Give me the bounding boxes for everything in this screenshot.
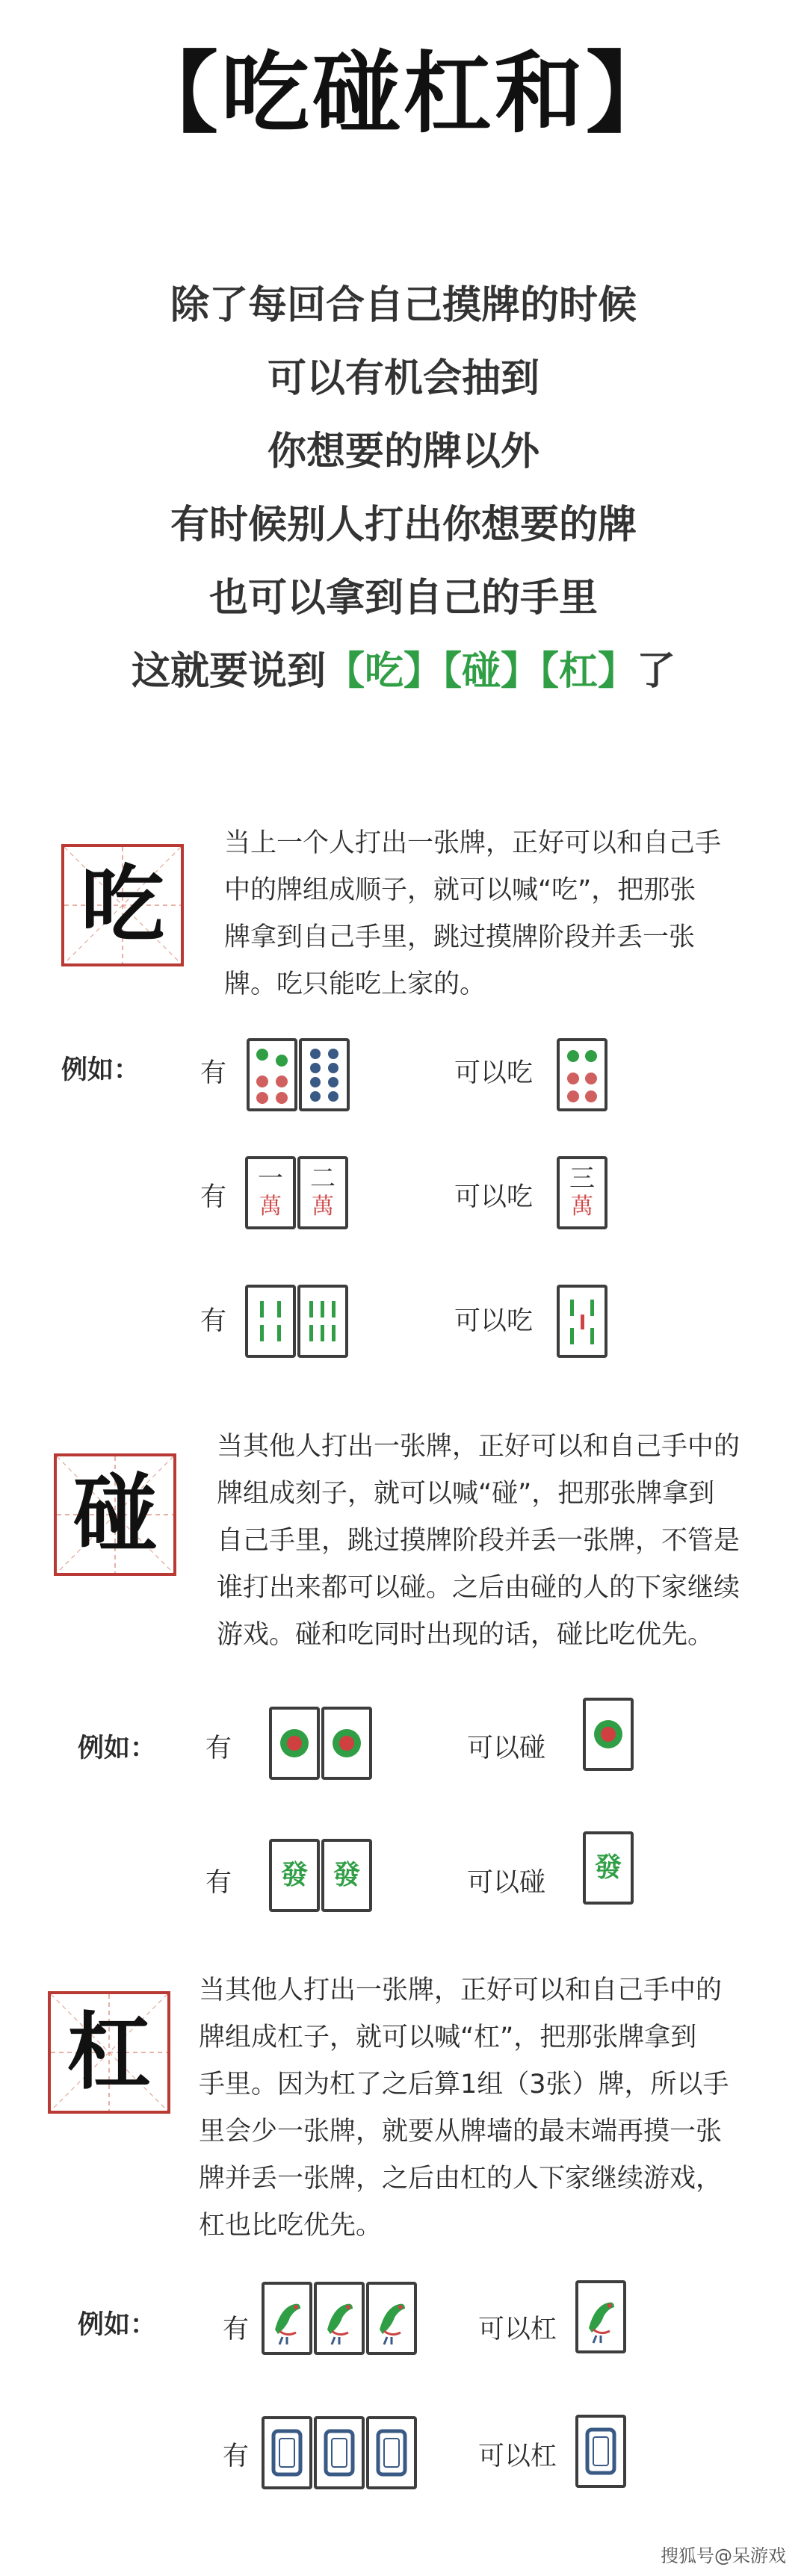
bamboo-icon xyxy=(248,1288,293,1355)
intro-line: 可以有机会抽到 xyxy=(267,356,539,401)
intro-line: 有时候别人打出你想要的牌 xyxy=(170,503,637,547)
peng-line: 当其他人打出一张牌，正好可以和自己手中的 xyxy=(217,1432,740,1462)
wan-char: 萬 xyxy=(259,1194,282,1220)
can-chi-label: 可以吃 xyxy=(454,1058,534,1088)
can-gang-label: 可以杠 xyxy=(478,2315,557,2344)
fa-char: 發 xyxy=(280,1860,308,1890)
gang-example-label: 例如： xyxy=(78,2310,157,2340)
peng-example-label: 例如： xyxy=(78,1734,157,1763)
can-gang-label: 可以杠 xyxy=(478,2442,557,2471)
can-chi-label: 可以吃 xyxy=(454,1306,534,1336)
dots-icon xyxy=(302,1041,347,1108)
tile-white-dragon xyxy=(262,2416,312,2489)
watermark: 搜狐号@呆游戏 xyxy=(661,2545,786,2566)
tile-1-dot xyxy=(583,1698,634,1771)
intro-text: 了 xyxy=(637,649,676,694)
tile-8-dot xyxy=(299,1038,350,1111)
tile-number: 三 xyxy=(569,1164,595,1194)
gang-line: 手里。因为杠了之后算1组（3张）牌，所以手 xyxy=(199,2070,729,2099)
chi-line: 当上一个人打出一张牌，正好可以和自己手 xyxy=(224,828,722,858)
bird-icon xyxy=(578,2283,623,2350)
peng-stamp xyxy=(54,1453,176,1576)
tile-1-bamboo-bird xyxy=(575,2280,626,2353)
chi-description xyxy=(224,820,777,1008)
tile-white-dragon xyxy=(366,2416,417,2489)
tile-white-dragon xyxy=(314,2416,365,2489)
gang-char: 杠 xyxy=(67,2003,151,2101)
tile-white-dragon xyxy=(575,2415,626,2488)
have-label: 有 xyxy=(205,1868,232,1898)
dot-icon xyxy=(586,1701,631,1768)
tile-1-dot xyxy=(269,1707,320,1780)
gang-line: 牌组成杠子，就可以喊“杠”，把那张牌拿到 xyxy=(199,2023,697,2052)
have-label: 有 xyxy=(200,1058,227,1088)
tile-5-bamboo xyxy=(557,1285,607,1358)
tile-1-dot xyxy=(321,1707,372,1780)
tile-6-dot xyxy=(557,1038,607,1111)
page-title: 【吃碰杠和】 xyxy=(129,42,677,145)
chi-line: 中的牌组成顺子，就可以喊“吃”，把那张 xyxy=(224,875,696,905)
have-label: 有 xyxy=(200,1182,227,1212)
keyword-peng: 【碰】 xyxy=(442,649,539,694)
tile-3-wan xyxy=(557,1156,607,1229)
frame-icon xyxy=(369,2419,414,2486)
keyword-chi: 【吃】 xyxy=(325,649,442,694)
bird-icon xyxy=(317,2285,362,2352)
bird-icon xyxy=(265,2285,309,2352)
can-peng-label: 可以碰 xyxy=(467,1734,546,1763)
dots-icon xyxy=(560,1041,605,1108)
frame-icon xyxy=(265,2419,309,2486)
gang-line: 当其他人打出一张牌，正好可以和自己手中的 xyxy=(199,1976,723,2005)
gang-line: 牌并丢一张牌，之后由杠的人下家继续游戏， xyxy=(199,2164,723,2194)
can-peng-label: 可以碰 xyxy=(467,1868,546,1898)
bamboo-icon xyxy=(560,1288,605,1355)
bird-icon xyxy=(369,2285,414,2352)
chi-line: 牌。吃只能吃上家的。 xyxy=(224,969,486,999)
intro-line: 也可以拿到自己的手里 xyxy=(208,576,598,621)
tile-number: 二 xyxy=(310,1164,336,1194)
fa-char: 發 xyxy=(333,1860,360,1890)
tile-green-dragon xyxy=(321,1839,372,1912)
gang-stamp xyxy=(48,1991,170,2114)
peng-char: 碰 xyxy=(73,1465,157,1563)
tile-1-wan xyxy=(245,1156,296,1229)
intro-line: 除了每回合自己摸牌的时候 xyxy=(170,283,637,328)
tile-1-bamboo-bird xyxy=(314,2282,365,2355)
gang-line: 里会少一张牌，就要从牌墙的最末端再摸一张 xyxy=(199,2117,723,2147)
bamboo-icon xyxy=(300,1288,345,1355)
wan-char: 萬 xyxy=(571,1194,593,1220)
tile-2-wan xyxy=(297,1156,348,1229)
keyword-gang: 【杠】 xyxy=(539,649,637,694)
have-label: 有 xyxy=(223,2442,250,2471)
intro-text: 这就要说到 xyxy=(131,649,326,694)
frame-icon xyxy=(578,2418,623,2485)
tile-4-dot xyxy=(247,1038,297,1111)
peng-line: 谁打出来都可以碰。之后由碰的人的下家继续 xyxy=(217,1573,740,1603)
tile-4-bamboo xyxy=(245,1285,296,1358)
have-label: 有 xyxy=(205,1734,232,1763)
gang-line: 杠也比吃优先。 xyxy=(199,2211,383,2241)
tile-1-bamboo-bird xyxy=(366,2282,417,2355)
chi-line: 牌拿到自己手里，跳过摸牌阶段并丢一张 xyxy=(224,922,696,952)
fa-char: 發 xyxy=(594,1852,622,1883)
peng-line: 游戏。碰和吃同时出现的话，碰比吃优先。 xyxy=(217,1620,714,1650)
tile-6-bamboo xyxy=(297,1285,348,1358)
frame-icon xyxy=(317,2419,362,2486)
have-label: 有 xyxy=(200,1306,227,1336)
tile-green-dragon xyxy=(269,1839,320,1912)
can-chi-label: 可以吃 xyxy=(454,1182,534,1212)
tile-green-dragon xyxy=(583,1831,634,1905)
peng-line: 牌组成刻子，就可以喊“碰”，把那张牌拿到 xyxy=(217,1479,715,1509)
tile-1-bamboo-bird xyxy=(262,2282,312,2355)
chi-char: 吃 xyxy=(81,856,164,954)
chi-stamp xyxy=(61,844,184,966)
have-label: 有 xyxy=(223,2315,250,2344)
intro-line xyxy=(0,635,807,708)
chi-example-label: 例如： xyxy=(61,1055,140,1085)
intro-line: 你想要的牌以外 xyxy=(267,429,539,474)
dot-icon xyxy=(324,1710,369,1777)
dot-icon xyxy=(272,1710,317,1777)
intro-block xyxy=(0,269,807,708)
peng-line: 自己手里，跳过摸牌阶段并丢一张牌，不管是 xyxy=(217,1526,740,1556)
peng-description xyxy=(217,1424,792,1659)
gang-description xyxy=(199,1967,792,2250)
dots-icon xyxy=(250,1041,294,1108)
tile-number: 一 xyxy=(258,1164,283,1194)
wan-char: 萬 xyxy=(312,1194,334,1220)
